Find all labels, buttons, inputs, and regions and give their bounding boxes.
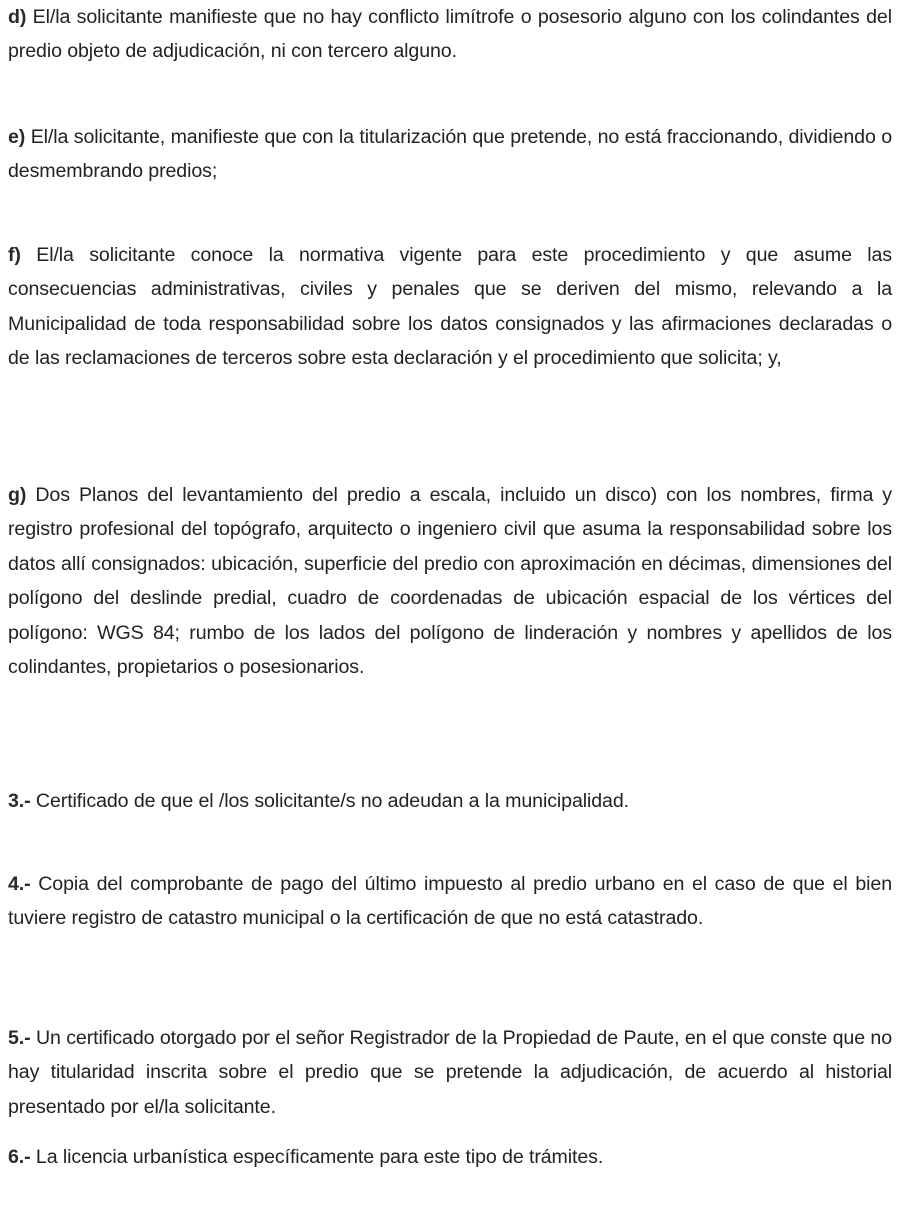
item-text-3: Certificado de que el /los solicitante/s no adeudan a la municipalidad.: [30, 790, 629, 812]
item-text-f: El/la solicitante conoce la normativa vigente para este procedimiento y que asume las consecuencias administrativas, civiles y penales que se deriven del mismo, relevando a la Municipalidad de toda responsabilidad sobre los datos consignados y las afirmaciones declaradas o de las reclamaciones de terceros sobre esta declaración y el procedimiento que solicita; y,: [8, 244, 892, 370]
item-label-f: f): [8, 244, 21, 266]
paragraph-item-g: [8, 478, 892, 684]
paragraph-item-e: [8, 120, 892, 189]
paragraph-item-6: [8, 1140, 892, 1174]
item-text-d: El/la solicitante manifieste que no hay conflicto limítrofe o posesorio alguno con los colindantes del predio objeto de adjudicación, ni con tercero alguno.: [8, 6, 892, 63]
item-label-g: g): [8, 484, 27, 506]
item-label-e: e): [8, 126, 26, 148]
item-text-e: El/la solicitante, manifieste que con la titularización que pretende, no está fraccionando, dividiendo o desmembrando predios;: [8, 126, 892, 183]
item-text-g: Dos Planos del levantamiento del predio a escala, incluido un disco) con los nombres, firma y registro profesional del topógrafo, arquitecto o ingeniero civil que asuma la responsabilidad sobre los datos allí consignados: ubicación, superficie del predio con aproximación en décimas, dimensiones del polígono del deslinde predial, cuadro de coordenadas de ubicación espacial de los vértices del polígono: WGS 84; rumbo de los lados del polígono de linderación y nombres y apellidos de los colindantes, propietarios o posesionarios.: [8, 484, 892, 679]
item-text-4: Copia del comprobante de pago del último impuesto al predio urbano en el caso de que el bien tuviere registro de catastro municipal o la certificación de que no está catastrado.: [8, 873, 892, 930]
item-text-6: La licencia urbanística específicamente para este tipo de trámites.: [30, 1146, 604, 1168]
paragraph-item-d: [8, 0, 892, 69]
item-label-4: 4.-: [8, 873, 31, 895]
item-label-5: 5.-: [8, 1027, 31, 1049]
paragraph-item-5: [8, 1021, 892, 1124]
item-label-6: 6.-: [8, 1146, 31, 1168]
item-label-3: 3.-: [8, 790, 31, 812]
paragraph-item-3: [8, 784, 892, 818]
item-text-5: Un certificado otorgado por el señor Registrador de la Propiedad de Paute, en el que conste que no hay titularidad inscrita sobre el predio que se pretende la adjudicación, de acuerdo al historial presentado por el/la solicitante.: [8, 1027, 892, 1118]
paragraph-item-4: [8, 867, 892, 936]
paragraph-item-f: [8, 238, 892, 376]
item-label-d: d): [8, 6, 27, 28]
